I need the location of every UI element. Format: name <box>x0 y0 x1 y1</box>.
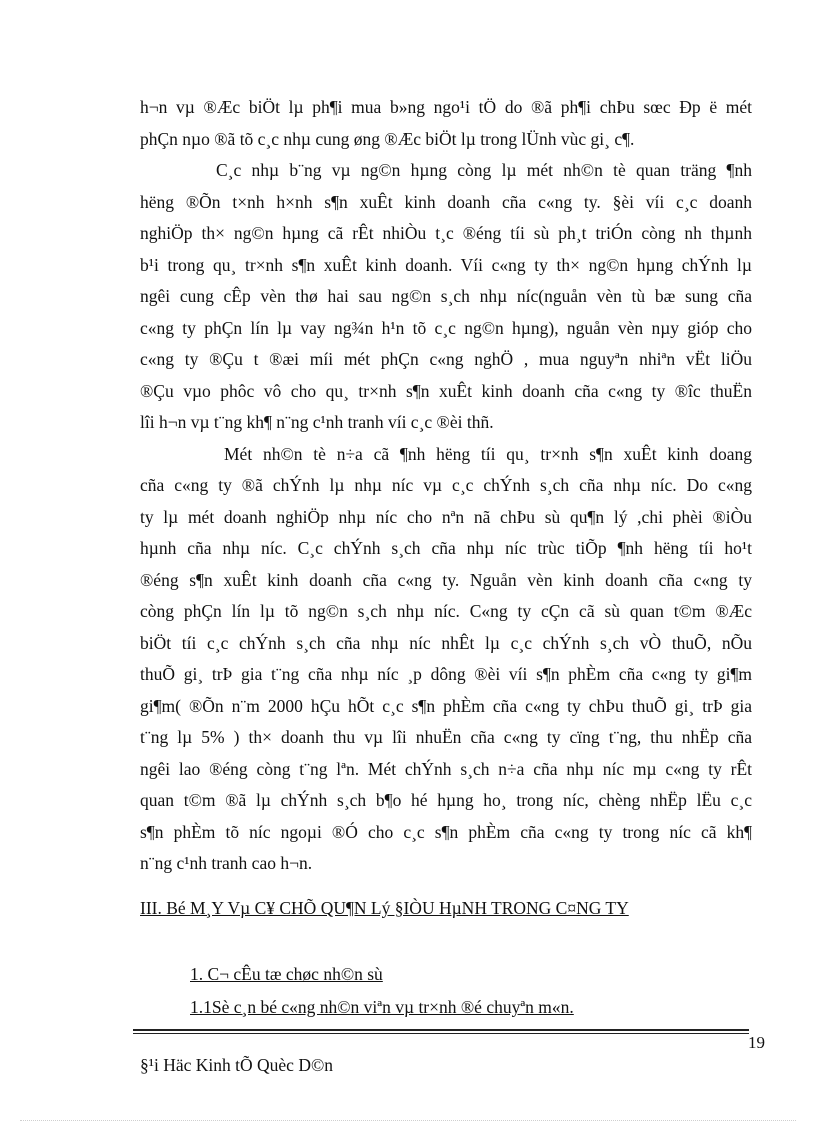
page-edge-divider <box>20 1120 796 1121</box>
body-line: ngêi lao ®éng còng t¨ng lªn. Mét chÝnh s¸ch n÷a cña nhµ níc mµ c«ng ty rÊt <box>140 758 752 779</box>
body-line: h¬n vµ ®Æc biÖt lµ ph¶i mua b»ng ngo¹i tÖ do ®ã ph¶i chÞu sœc Ðp ë mét <box>140 97 752 117</box>
body-line: c«ng ty phÇn lín lµ vay ng¾n h¹n tõ c¸c ng©n hµng), nguån vèn nµy gióp cho <box>140 317 752 338</box>
subheading-personnel-structure: 1. C¬ cÊu tæ chøc nh©n sù <box>190 964 383 984</box>
section-heading: III. Bé M¸Y Vµ C¥ CHÕ QU¶N Lý §IÒU HµNH TRONG C¤NG TY <box>140 898 629 918</box>
body-line: t¨ng lµ 5% ) th× doanh thu vµ lîi nhuËn cña c«ng ty cïng t¨ng, thu nhËp cña <box>140 727 752 747</box>
body-line: n¨ng c¹nh tranh cao h¬n. <box>140 853 313 873</box>
footer-divider-thick <box>133 1029 749 1031</box>
page-number: 19 <box>748 1033 765 1052</box>
body-line: biÖt tíi c¸c chÝnh s¸ch cña nhµ níc nhÊt lµ c¸c chÝnh s¸ch vÒ thuÕ, nÕu <box>140 632 752 653</box>
body-line: thuÕ gi¸ trÞ gia t¨ng cña nhµ níc ¸p dông ®èi víi s¶n phÈm cña c«ng ty gi¶m <box>140 664 752 684</box>
body-line: C¸c nhµ b¨ng vµ ng©n hµng còng lµ mét nh©n tè quan träng ¶nh <box>216 160 752 180</box>
body-line: ®éng s¶n xuÊt kinh doanh cña c«ng ty. Nguån vèn kinh doanh cña c«ng ty <box>140 569 752 590</box>
subheading-staff-qualifications: 1.1Sè c¸n bé c«ng nh©n viªn vµ tr×nh ®é chuyªn m«n. <box>190 997 574 1017</box>
footer-divider-thin <box>133 1033 749 1034</box>
body-line: s¶n phÈm tõ níc ngoµi ®Ó cho c¸c s¶n phÈm cña c«ng ty trong níc cã kh¶ <box>140 821 752 842</box>
body-line: ty lµ mét doanh nghiÖp nhµ níc cho nªn nã chÞu sù qu¶n lý ,chi phèi ®iÒu <box>140 506 752 527</box>
body-line: Mét nh©n tè n÷a cã ¶nh hëng tíi qu¸ tr×nh s¶n xuÊt kinh doang <box>224 443 752 464</box>
footer-university-name: §¹i Häc Kinh tÕ Quèc D©n <box>140 1055 334 1075</box>
body-text <box>140 92 752 880</box>
body-line: ®Çu vµo phôc vô cho qu¸ tr×nh s¶n xuÊt kinh doanh cña c«ng ty ®îc thuËn <box>140 380 752 401</box>
body-line: còng phÇn lín lµ tõ ng©n s¸ch nhµ níc. C«ng ty cÇn cã sù quan t©m ®Æc <box>140 601 752 621</box>
body-line: ngêi cung cÊp vèn thø hai sau ng©n s¸ch nhµ níc(nguån vèn tù bæ sung cña <box>140 286 752 306</box>
body-line: hëng ®Õn t×nh h×nh s¶n xuÊt kinh doanh cña c«ng ty. §èi víi c¸c doanh <box>140 191 752 212</box>
body-line: cña c«ng ty ®ã chÝnh lµ nhµ níc vµ c¸c chÝnh s¸ch cña nhµ níc. Do c«ng <box>140 475 752 495</box>
body-line: hµnh cña nhµ níc. C¸c chÝnh s¸ch cña nhµ níc trùc tiÕp ¶nh hëng tíi ho¹t <box>140 538 752 558</box>
body-line: quan t©m ®ã lµ chÝnh s¸ch b¶o hé hµng ho¸ trong níc, chèng nhËp lËu c¸c <box>140 790 752 810</box>
body-line: nghiÖp th× ng©n hµng cã rÊt nhiÒu t¸c ®éng tíi sù ph¸t triÓn còng nh thµnh <box>140 223 752 243</box>
body-line: phÇn nµo ®ã tõ c¸c nhµ cung øng ®Æc biÖt lµ trong lÜnh vùc gi¸ c¶. <box>140 128 635 149</box>
body-line: b¹i trong qu¸ tr×nh s¶n xuÊt kinh doanh. Víi c«ng ty th× ng©n hµng chÝnh lµ <box>140 254 752 275</box>
body-line: c«ng ty ®Çu t ®æi míi mét phÇn c«ng nghÖ , mua nguyªn nhiªn vËt liÖu <box>140 349 752 369</box>
body-line: gi¶m( ®Õn n¨m 2000 hÇu hÕt c¸c s¶n phÈm cña c«ng ty chÞu thuÕ gi¸ trÞ gia <box>140 695 752 716</box>
body-line: lîi h¬n vµ t¨ng kh¶ n¨ng c¹nh tranh víi c¸c ®èi thñ. <box>140 412 494 432</box>
